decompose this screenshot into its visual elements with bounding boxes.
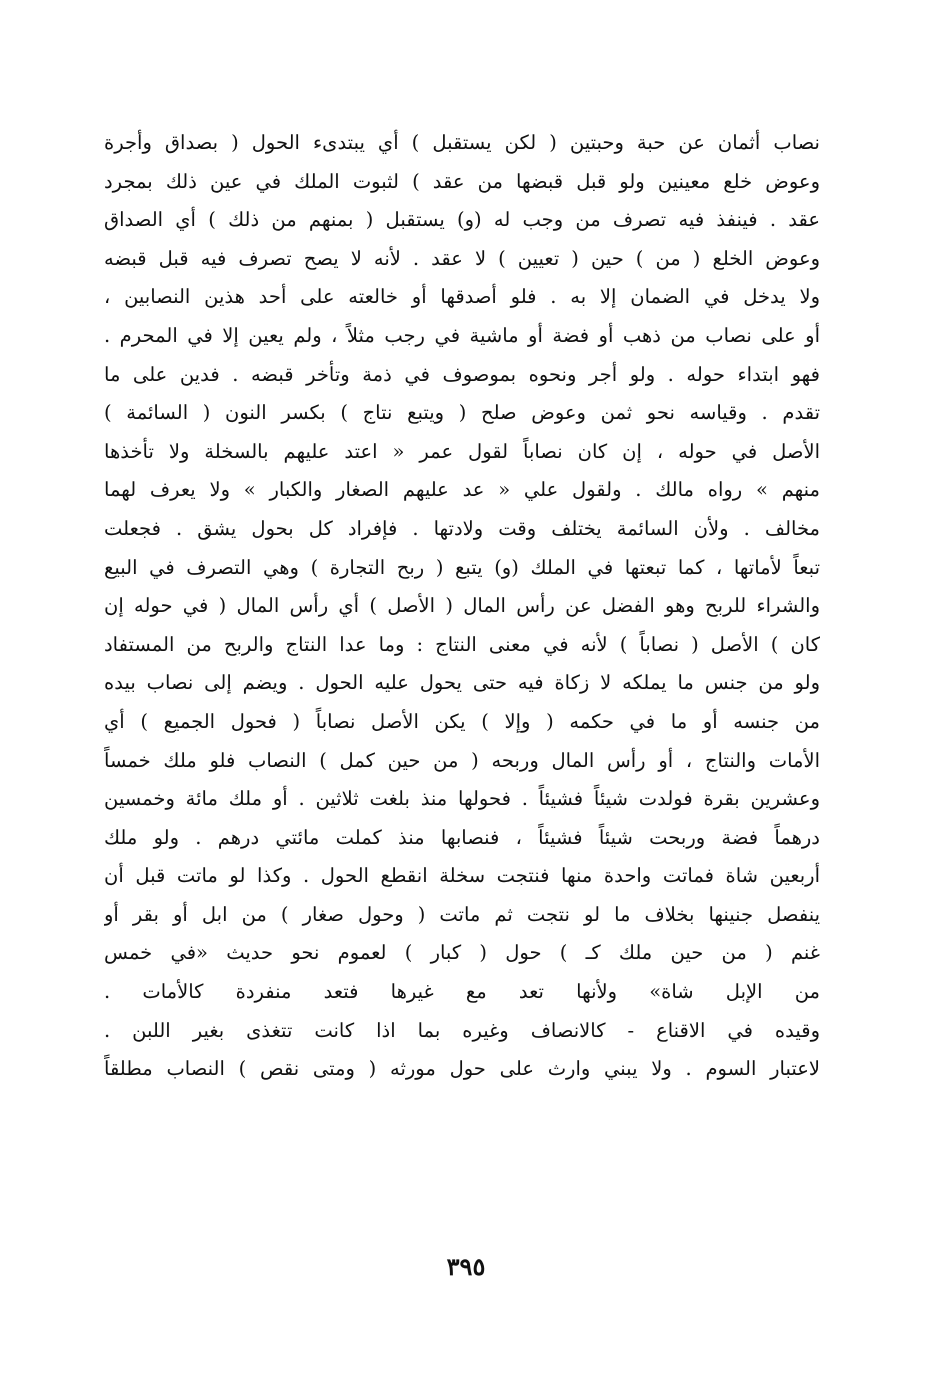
- text-line: أربعين شاة فماتت واحدة منها فنتجت سخلة انقطع الحول . وكذا لو ماتت قبل أن: [104, 864, 820, 888]
- text-line: وقيده في الاقناع - كالانصاف وغيره بما اذا كانت تتغذى بغير اللبن .: [104, 1018, 820, 1042]
- body-text: [104, 124, 820, 1089]
- page-number: ٣٩٥: [446, 1252, 486, 1281]
- text-line: الأصل في حوله ، إن كان نصاباً لقول عمر « اعتد عليهم بالسخلة ولا تأخذها: [104, 439, 820, 463]
- text-line: نصاب أثمان عن حبة وحبتين ( لكن يستقبل ) أي يبتدىء الحول ( بصداق وأجرة: [104, 131, 820, 154]
- text-line: عقد . فينفذ فيه تصرف من وجب له (و) يستقبل ( بمنهم من ذلك ) أي الصداق: [104, 208, 820, 232]
- text-line: تقدم . وقياسه نحو ثمن وعوض صلح ( ويتبع نتاج ) بكسر النون ( السائمة ): [104, 401, 820, 425]
- text-line: تبعاً لأماتها ، كما تبعتها في الملك (و) يتبع ( ربح التجارة ) وهي التصرف في البيع: [104, 555, 820, 579]
- text-line: وعوض خلع معينين ولو قبل قبضها من عقد ) لثبوت الملك في عين ذلك بمجرد: [104, 169, 820, 193]
- text-line: الأمات والنتاج ، أو رأس المال وربحه ( من حين كمل ) النصاب فلو ملك خمساً: [104, 748, 820, 772]
- text-line: ولا يدخل في الضمان إلا به . فلو أصدقها أو خالعته على أحد هذين النصابين ،: [104, 285, 820, 309]
- text-line: ينفصل جنينها بخلاف ما لو نتجت ثم ماتت ( وحول صغار ) من ابل أو بقر أو: [104, 902, 820, 926]
- text-line: فهو ابتداء حوله . ولو أجر ونحوه بموصوف في ذمة وتأخر قبضه . فدين على ما: [104, 362, 820, 386]
- text-line: مخالف . ولأن السائمة يختلف وقت ولادتها . فإفراد كل بحول يشق . فجعلت: [104, 516, 820, 540]
- text-line: من جنسه أو ما في حكمه ( وإلا ) يكن الأصل نصاباً ( فحول الجميع ) أي: [104, 709, 820, 733]
- text-line: غنم ( من حين ملك كـ ) حول ( كبار ) لعموم نحو حديث «في خمس: [104, 941, 820, 965]
- text-line: درهماً فضة وربحت شيئاً فشيئاً ، فنصابها منذ كملت مائتي درهم . ولو ملك: [104, 825, 820, 849]
- text-line: ولو من جنس ما يملكه لا زكاة فيه حتى يحول عليه الحول . ويضم إلى نصاب بيده: [104, 671, 820, 695]
- text-line: أو على نصاب من ذهب أو فضة أو ماشية في رجب مثلاً ، ولم يعين إلا في المحرم .: [104, 323, 820, 347]
- text-line: منهم » رواه مالك . ولقول علي « عد عليهم الصغار والكبار » ولا يعرف لهما: [104, 478, 820, 502]
- text-line: كان ) الأصل ( نصاباً ) لأنه في معنى النتاج : وما عدا النتاج والربح من المستفاد: [104, 632, 820, 656]
- text-line: من الإبل شاة» ولأنها تعد مع غيرها فتعد منفردة كالأمات .: [104, 980, 820, 1004]
- text-line: وعوض الخلع ( من ) حين ( تعيين ) لا عقد . لأنه لا يصح تصرف فيه قبل قبضه: [104, 246, 820, 270]
- text-line: لاعتبار السوم . ولا يبني وارث على حول مورثه ( ومتى نقص ) النصاب مطلقاً: [104, 1057, 820, 1081]
- text-line: وعشرين بقرة فولدت شيئاً فشيئاً . فحولها منذ بلغت ثلاثين . أو ملك مائة وخمسين: [104, 787, 820, 811]
- text-line: والشراء للربح وهو الفضل عن رأس المال ( الأصل ) أي رأس المال ( في حوله إن: [104, 594, 820, 618]
